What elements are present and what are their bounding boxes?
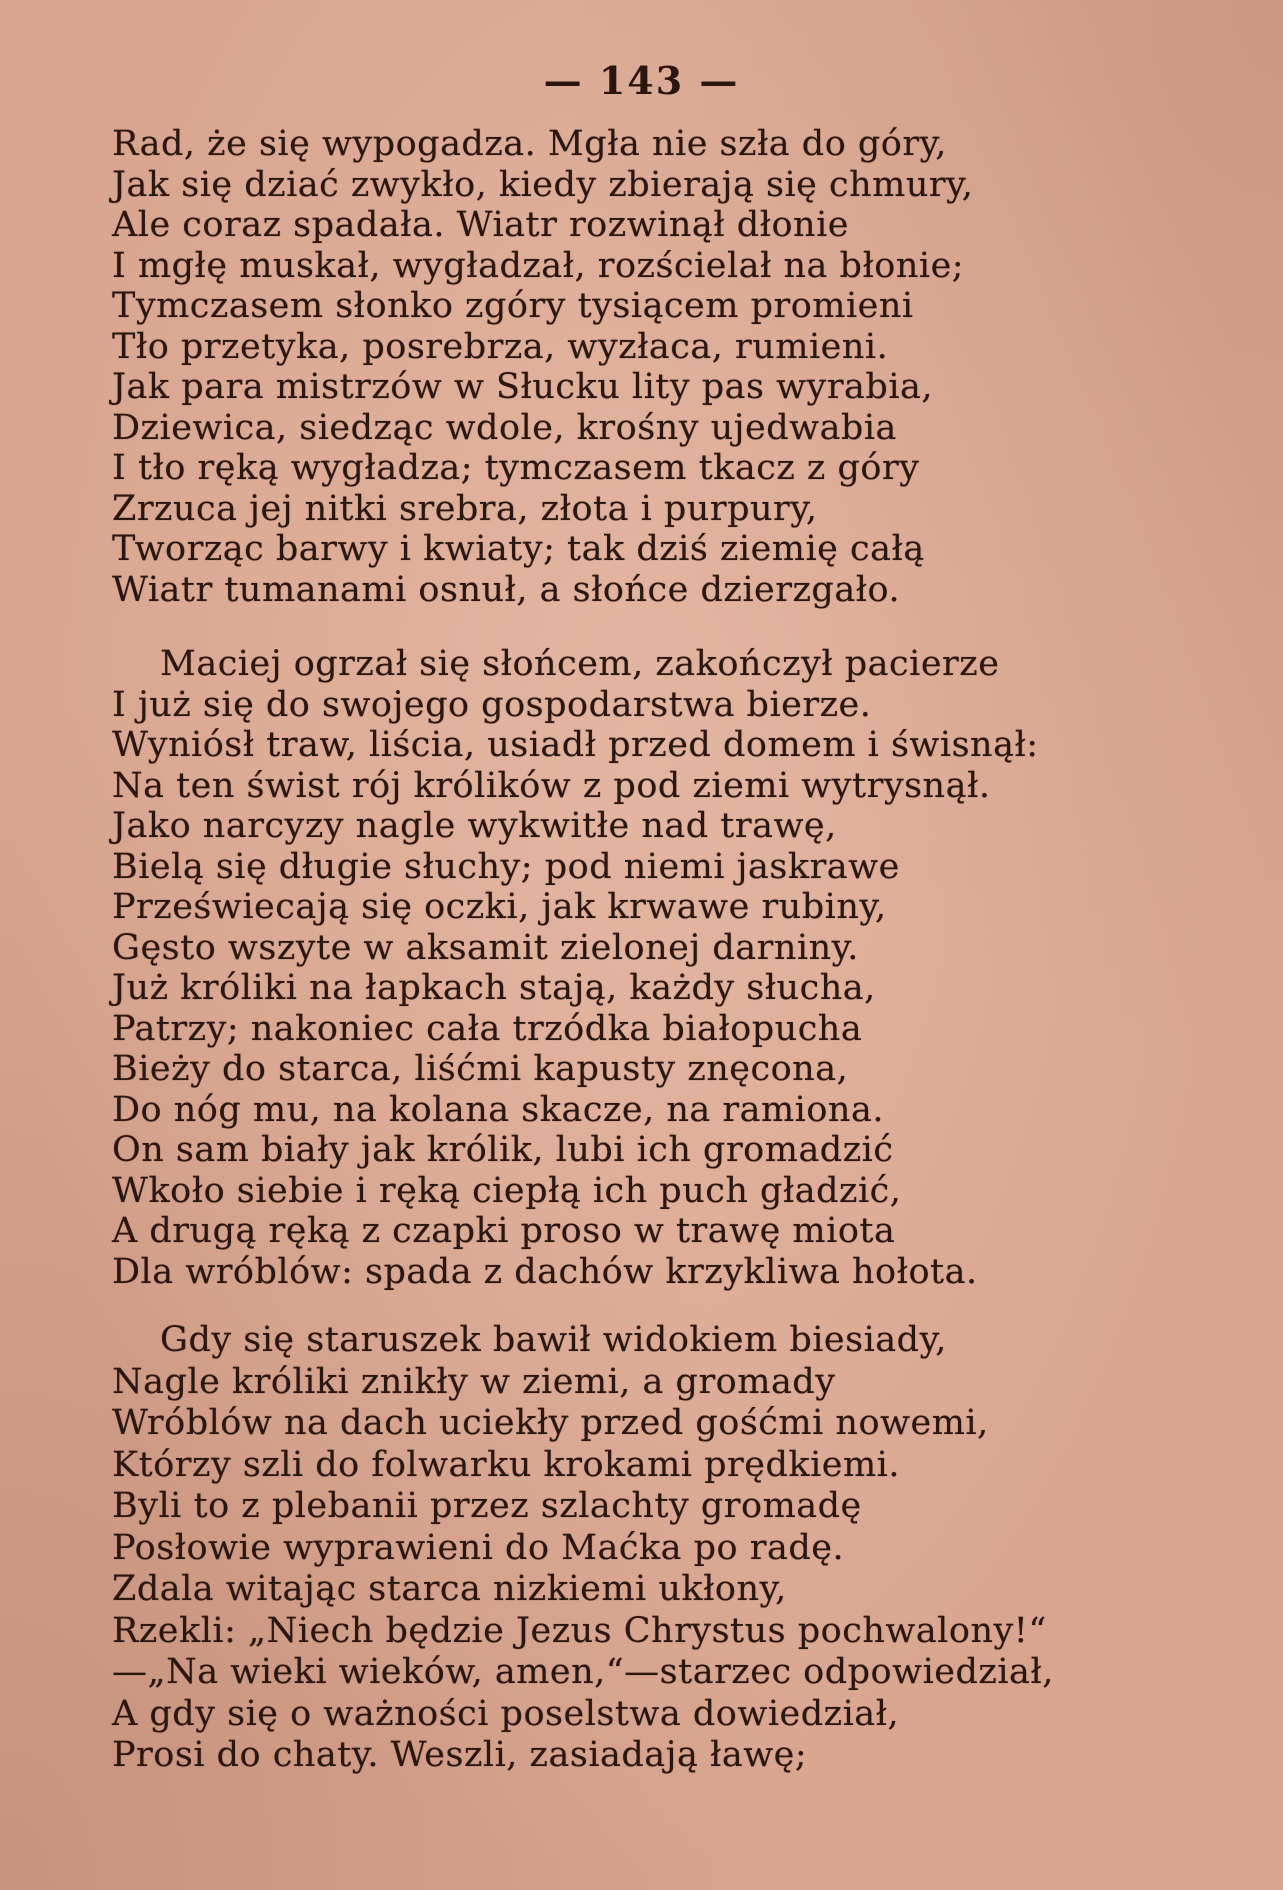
stanza-2 xyxy=(112,644,1112,1292)
verse-line: Przeświecają się oczki, jak krwawe rubiny, xyxy=(112,887,887,927)
verse-line: Jak się dziać zwykło, kiedy zbierają się chmury, xyxy=(112,164,974,205)
verse-line: Gdy się staruszek bawił widokiem biesiady, xyxy=(160,1320,947,1360)
verse-line: Tymczasem słonko zgóry tysiącem promieni xyxy=(112,286,914,326)
verse-line: Wyniósł traw, liścia, usiadł przed domem i świsnął: xyxy=(112,725,1039,765)
verse-line: Gęsto wszyte w aksamit zielonej darniny. xyxy=(112,927,859,968)
stanza-3 xyxy=(112,1320,1112,1777)
stanza-1 xyxy=(112,124,1112,610)
verse-line: Do nóg mu, na kolana skacze, na ramiona. xyxy=(112,1089,884,1130)
verse-line: Rzekli: „Niech będzie Jezus Chrystus pochwalony!“ xyxy=(112,1610,1047,1651)
verse-line: On sam biały jak królik, lubi ich gromadzić xyxy=(112,1130,894,1170)
verse-line: I tło ręką wygładza; tymczasem tkacz z góry xyxy=(112,448,920,488)
verse-line: I mgłę muskał, wygładzał, rozścielał na błonie; xyxy=(112,245,965,286)
verse-line: Maciej ogrzał się słońcem, zakończył pacierze xyxy=(160,644,1000,684)
verse-line: Posłowie wyprawieni do Maćka po radę. xyxy=(112,1527,845,1568)
verse-line: Jako narcyzy nagle wykwitłe nad trawę, xyxy=(112,806,837,846)
page-number: — 143 — xyxy=(543,58,740,103)
verse-line: Już króliki na łapkach stają, każdy słucha, xyxy=(112,968,876,1008)
verse-line: Bielą się długie słuchy; pod niemi jaskrawe xyxy=(112,846,900,887)
verse-line: Dziewica, siedząc wdole, krośny ujedwabia xyxy=(112,407,897,448)
verse-line: I już się do swojego gospodarstwa bierze. xyxy=(112,684,872,725)
verse-line: Bieży do starca, liśćmi kapusty znęcona, xyxy=(112,1049,849,1089)
verse-line: Nagle króliki znikły w ziemi, a gromady xyxy=(112,1361,836,1402)
verse-line: Wróblów na dach uciekły przed gośćmi nowemi, xyxy=(112,1403,989,1443)
verse-line: Tworząc barwy i kwiaty; tak dziś ziemię całą xyxy=(112,529,925,569)
verse-line: —„Na wieki wieków, amen,“—starzec odpowiedział, xyxy=(112,1652,1054,1692)
verse-line: Którzy szli do folwarku krokami prędkiemi. xyxy=(112,1444,900,1485)
verse-line: Tło przetyka, posrebrza, wyzłaca, rumieni. xyxy=(112,326,889,367)
verse-line: Na ten świst rój królików z pod ziemi wytrysnął. xyxy=(112,765,991,806)
verse-line: Zdala witając starca nizkiemi ukłony, xyxy=(112,1569,787,1609)
verse-line: Zrzuca jej nitki srebra, złota i purpury, xyxy=(112,488,818,529)
verse-line: Byli to z plebanii przez szlachty gromadę xyxy=(112,1486,862,1526)
verse-line: A drugą ręką z czapki proso w trawę miota xyxy=(112,1211,896,1251)
verse-line: Patrzy; nakoniec cała trzódka białopucha xyxy=(112,1008,863,1049)
verse-line: Ale coraz spadała. Wiatr rozwinął dłonie xyxy=(112,205,850,245)
verse-line: Rad, że się wypogadza. Mgła nie szła do góry, xyxy=(112,124,947,164)
verse-line: Wiatr tumanami osnuł, a słońce dzierzgało. xyxy=(112,569,901,610)
verse-line: Prosi do chaty. Weszli, zasiadają ławę; xyxy=(112,1735,808,1775)
verse-line: Jak para mistrzów w Słucku lity pas wyrabia, xyxy=(112,367,934,407)
verse-line: Dla wróblów: spada z dachów krzykliwa hołota. xyxy=(112,1251,978,1292)
verse-line: Wkoło siebie i ręką ciepłą ich puch gładzić, xyxy=(112,1170,902,1211)
verse-line: A gdy się o ważności poselstwa dowiedział, xyxy=(112,1693,900,1734)
